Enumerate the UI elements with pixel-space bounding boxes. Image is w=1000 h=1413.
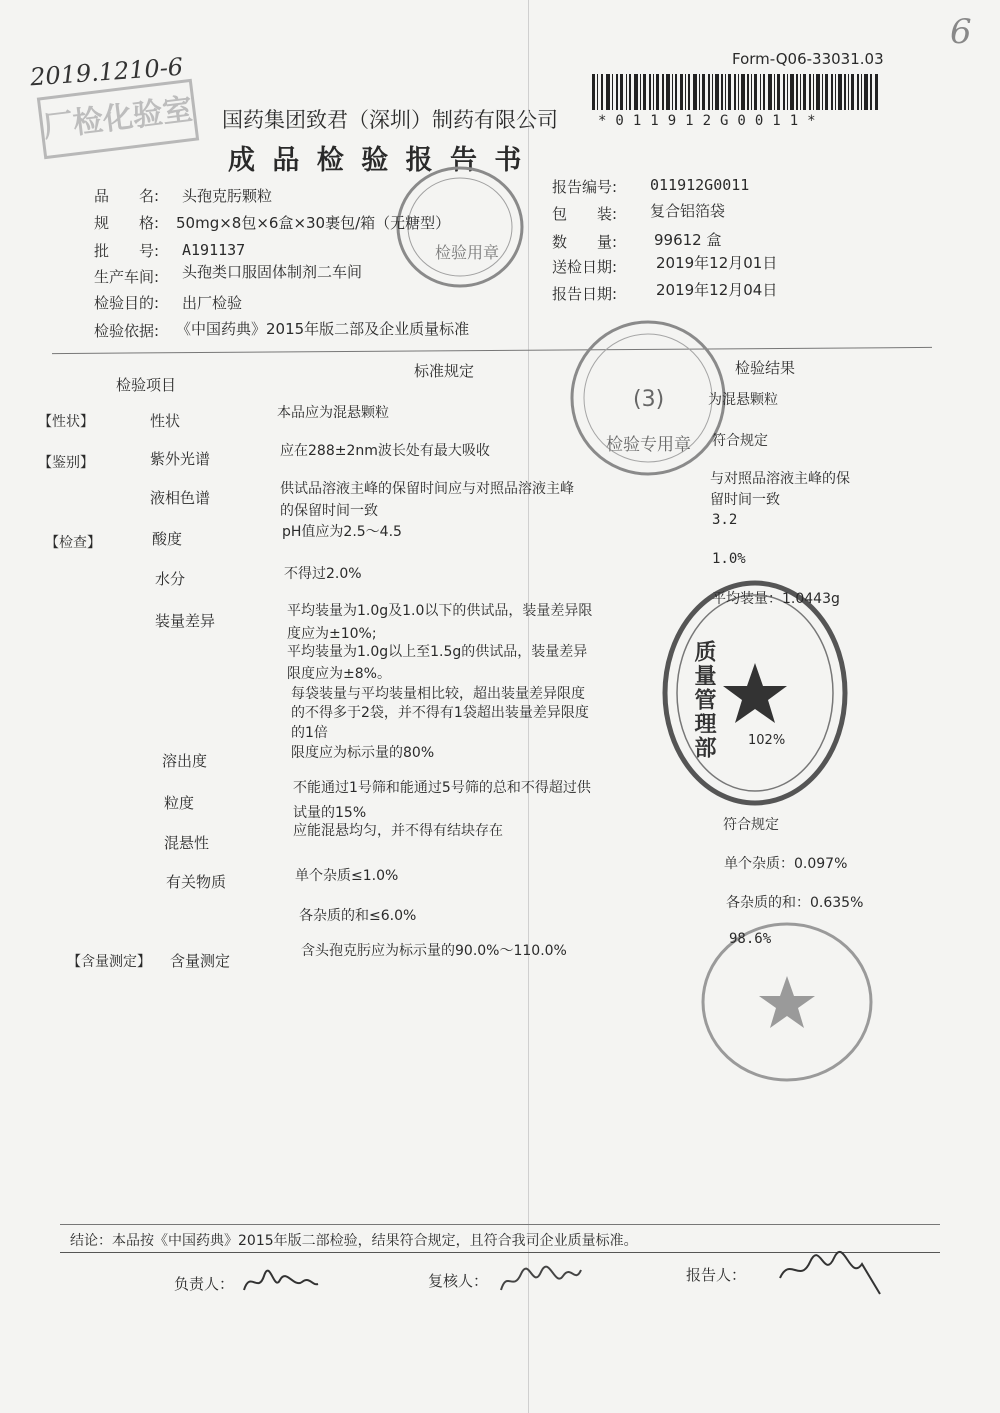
handwritten-page-mark: 6 [950, 12, 972, 52]
quality-seal-label: 质量管理部 [691, 640, 716, 760]
result-acidity: 3.2 [712, 512, 738, 528]
standard-fill-line6: 的不得多于2袋，并不得有1袋超出装量差异限度 [291, 705, 589, 721]
submit-date-label: 送检日期: [552, 258, 618, 276]
standard-hplc-line1: 供试品溶液主峰的保留时间应与对照品溶液主峰 [280, 481, 574, 497]
item-particle-size: 粒度 [164, 794, 195, 812]
inspection-seal-label-2: 检验专用章 [606, 435, 691, 455]
item-water: 水分 [155, 570, 186, 588]
report-date-label: 报告日期: [552, 285, 618, 303]
category-inspection: 【检查】 [45, 535, 101, 551]
standard-appearance: 本品应为混悬颗粒 [277, 405, 389, 421]
item-hplc: 液相色谱 [150, 489, 211, 507]
quantity-value: 99612 盒 [654, 231, 722, 249]
submit-date-value: 2019年12月01日 [656, 254, 778, 272]
standard-fill-line7: 的1倍 [291, 725, 328, 741]
standard-fill-line3: 平均装量为1.0g以上至1.5g的供试品，装量差异 [287, 644, 588, 660]
standard-water: 不得过2.0% [284, 566, 362, 582]
standard-fill-line2: 度应为±10%; [287, 626, 377, 642]
col-header-item: 检验项目 [116, 376, 177, 394]
category-identification: 【鉴别】 [38, 455, 94, 471]
item-acidity: 酸度 [152, 530, 183, 548]
responsible-label: 负责人： [174, 1275, 235, 1293]
product-label: 品 名: [94, 187, 160, 205]
standard-fill-line4: 限度应为±8%。 [287, 666, 391, 682]
standard-uv: 应在288±2nm波长处有最大吸收 [280, 443, 490, 459]
standard-related-line2: 各杂质的和≤6.0% [299, 908, 417, 924]
category-appearance: 【性状】 [38, 414, 94, 430]
spec-label: 规 格: [94, 214, 160, 232]
category-assay: 【含量测定】 [67, 954, 151, 970]
standard-related-line1: 单个杂质≤1.0% [295, 868, 399, 884]
item-dissolution: 溶出度 [162, 752, 208, 770]
standard-assay: 含头孢克肟应为标示量的90.0%～110.0% [301, 943, 567, 959]
result-appearance: 为混悬颗粒 [708, 392, 778, 408]
company-name: 国药集团致君（深圳）制药有限公司 [222, 108, 558, 132]
standard-hplc-line2: 的保留时间一致 [280, 503, 378, 519]
report-no-label: 报告编号: [552, 178, 618, 196]
result-hplc-line2: 留时间一致 [710, 492, 780, 508]
report-no-value: 011912G0011 [650, 176, 750, 194]
batch-value: A191137 [182, 241, 246, 259]
secondary-quality-seal [700, 920, 875, 1085]
item-uv: 紫外光谱 [150, 450, 211, 468]
batch-label: 批 号: [94, 242, 160, 260]
result-water: 1.0% [712, 551, 746, 567]
col-header-standard: 标准规定 [414, 362, 475, 380]
item-assay: 含量测定 [170, 952, 231, 970]
header-rule [52, 347, 932, 354]
inspection-seal-number: (3) [633, 387, 665, 412]
purpose-label: 检验目的: [94, 294, 160, 312]
package-label: 包 装: [552, 205, 618, 223]
barcode [592, 74, 882, 114]
result-uv: 符合规定 [712, 433, 768, 449]
barcode-number: *011912G0011* [598, 113, 825, 129]
basis-label: 检验依据: [94, 322, 160, 340]
spec-value: 50mg×8包×6盒×30裹包/箱（无糖型） [176, 214, 451, 232]
result-fill-variation: 平均装量：1.0443g [712, 591, 840, 607]
reviewer-label: 复核人： [428, 1272, 489, 1290]
package-value: 复合铝箔袋 [650, 202, 726, 220]
factory-copy-stamp: 厂检化验室 [37, 79, 199, 160]
standard-dissolution: 限度应为标示量的80% [291, 745, 435, 761]
conclusion-text: 结论：本品按《中国药典》2015年版二部检验，结果符合规定，且符合我司企业质量标准。 [70, 1233, 638, 1249]
reporter-label: 报告人： [686, 1266, 747, 1284]
product-value: 头孢克肟颗粒 [182, 187, 273, 205]
reporter-signature [776, 1248, 886, 1298]
standard-fill-line1: 平均装量为1.0g及1.0以下的供试品，装量差异限 [287, 603, 593, 619]
handwritten-code: 2019.1210-6 [29, 52, 184, 92]
result-hplc-line1: 与对照品溶液主峰的保 [710, 471, 850, 487]
item-suspendability: 混悬性 [164, 834, 210, 852]
basis-value: 《中国药典》2015年版二部及企业质量标准 [176, 320, 470, 338]
standard-particle-line2: 试量的15% [293, 805, 367, 821]
item-related-substances: 有关物质 [166, 873, 227, 891]
item-appearance: 性状 [150, 412, 181, 430]
item-fill-variation: 装量差异 [155, 612, 216, 630]
col-header-result: 检验结果 [735, 359, 796, 377]
conclusion-top-rule [60, 1224, 940, 1225]
standard-fill-line5: 每袋装量与平均装量相比较，超出装量差异限度 [291, 686, 585, 702]
barcode-graphic [592, 74, 882, 114]
result-suspendability: 符合规定 [723, 817, 779, 833]
result-dissolution: 102% [748, 733, 786, 748]
form-code: Form-Q06-33031.03 [732, 50, 884, 68]
workshop-value: 头孢类口服固体制剂二车间 [182, 263, 363, 281]
reviewer-signature [495, 1260, 585, 1300]
workshop-label: 生产车间: [94, 268, 160, 286]
standard-suspendability: 应能混悬均匀，并不得有结块存在 [293, 823, 503, 839]
inspection-seal-label: 检验用章 [435, 243, 500, 262]
responsible-signature [240, 1264, 320, 1300]
result-related-line1: 单个杂质：0.097% [724, 856, 848, 872]
result-related-line2: 各杂质的和：0.635% [726, 895, 864, 911]
standard-acidity: pH值应为2.5～4.5 [282, 524, 402, 540]
report-title: 成 品 检 验 报 告 书 [228, 145, 526, 176]
report-date-value: 2019年12月04日 [656, 281, 778, 299]
result-assay: 98.6% [729, 931, 772, 947]
standard-particle-line1: 不能通过1号筛和能通过5号筛的总和不得超过供 [293, 780, 591, 796]
purpose-value: 出厂检验 [182, 294, 243, 312]
quantity-label: 数 量: [552, 233, 618, 251]
